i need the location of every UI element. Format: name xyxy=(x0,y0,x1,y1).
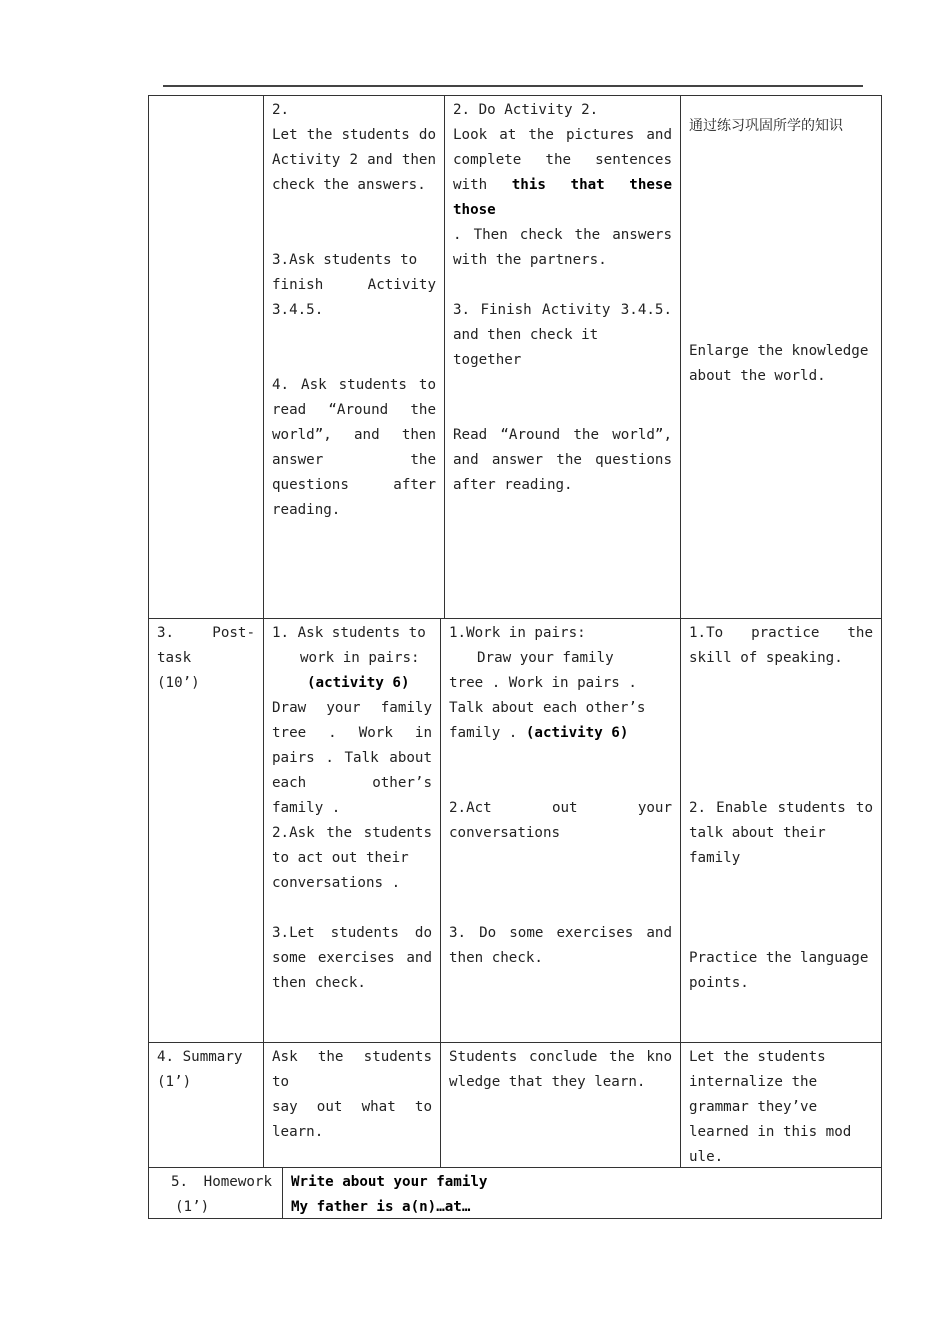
text-line: . Then check the answers xyxy=(453,227,672,243)
text-line: check the answers. xyxy=(272,177,426,193)
student-activity-cell xyxy=(441,1043,680,1095)
bold-activity-label: (activity 6) xyxy=(525,725,629,741)
chinese-purpose-text: 通过练习巩固所学的知识 xyxy=(689,118,843,134)
text-line: and then check it together xyxy=(453,327,599,368)
text-line: and answer the questions xyxy=(453,452,672,468)
step-number: 2. xyxy=(272,102,290,118)
text-line: skill of speaking. xyxy=(689,650,843,666)
text-line: Let the students xyxy=(689,1049,826,1065)
stage-cell xyxy=(149,1043,263,1095)
text-line: to act out their xyxy=(272,850,409,866)
text-line: Let the students do xyxy=(272,127,436,143)
homework-line: My father is a(n)…at… xyxy=(291,1199,471,1215)
text-line: Read “Around the world”, xyxy=(453,427,672,443)
text-line xyxy=(453,173,672,223)
teacher-activity-cell xyxy=(264,96,444,523)
stage-time: (1’) xyxy=(175,1199,210,1215)
teacher-activity-cell xyxy=(264,619,440,996)
text-line: finish Activity xyxy=(272,277,436,293)
text-line: 3. Finish Activity 3.4.5. xyxy=(453,302,672,318)
text-line: grammar they’ve xyxy=(689,1099,818,1115)
text-line: learn. xyxy=(272,1124,324,1140)
text-line: complete the sentences xyxy=(453,152,672,168)
table-border-right xyxy=(881,95,882,1219)
text-line: Look at the pictures and xyxy=(453,127,672,143)
text-line: Draw your family xyxy=(272,700,432,716)
stage-cell xyxy=(149,619,263,696)
text-line: pairs . Talk about xyxy=(272,750,432,766)
text-line: conversations . xyxy=(272,875,401,891)
text-line: talk about their xyxy=(689,825,826,841)
text-segment: family . xyxy=(449,725,518,741)
text-line: Activity 2 and then xyxy=(272,152,436,168)
text-line: 1.To practice the xyxy=(689,625,873,641)
student-activity-cell xyxy=(445,96,680,498)
student-activity-cell xyxy=(441,619,680,971)
text-line: tree . Work in xyxy=(272,725,432,741)
text-line: tree . Work in pairs . xyxy=(449,675,637,691)
text-line: each other’s xyxy=(272,775,432,791)
text-line: Enlarge the knowledge about the world. xyxy=(689,343,869,384)
text-line: reading. xyxy=(272,502,341,518)
text-line xyxy=(449,721,672,746)
purpose-cell xyxy=(681,619,881,996)
homework-cell xyxy=(283,1168,881,1220)
stage-time: (10’) xyxy=(157,675,200,691)
purpose-cell xyxy=(681,96,881,389)
text-segment: with xyxy=(453,177,488,193)
text-line: with the partners. xyxy=(453,252,607,268)
text-line: say out what to xyxy=(272,1099,432,1115)
text-line: family xyxy=(689,850,741,866)
text-line: Ask the students to xyxy=(272,1049,432,1090)
text-line: answer the xyxy=(272,452,436,468)
stage-cell xyxy=(149,1168,282,1220)
stage-label: 5. Homework xyxy=(171,1174,272,1190)
text-line: read “Around the xyxy=(272,402,436,418)
text-line: 3.Let students do xyxy=(272,925,432,941)
text-line: Draw your family xyxy=(477,650,614,666)
text-line: 3.4.5. xyxy=(272,302,324,318)
teacher-activity-cell xyxy=(264,1043,440,1145)
purpose-cell xyxy=(681,1043,881,1170)
text-line: 2. Do Activity 2. xyxy=(453,102,599,118)
text-line: work in pairs: xyxy=(300,650,420,666)
text-line: ule. xyxy=(689,1149,724,1165)
stage-label: task xyxy=(157,650,192,666)
bold-activity-label: (activity 6) xyxy=(307,675,410,691)
text-line: Practice the language xyxy=(689,950,869,966)
text-line: 3. Do some exercises and xyxy=(449,925,672,941)
text-line: internalize the xyxy=(689,1074,818,1090)
text-line: Talk about each other’s xyxy=(449,700,646,716)
text-line: conversations xyxy=(449,825,561,841)
homework-line: Write about your family xyxy=(291,1174,488,1190)
stage-label: 4. Summary xyxy=(157,1049,243,1065)
text-line: wledge that they learn. xyxy=(449,1074,646,1090)
bold-words: this that these those xyxy=(453,177,672,218)
text-line: 1. Ask students to xyxy=(272,625,426,641)
text-line: world”, and then xyxy=(272,427,436,443)
text-line: some exercises and xyxy=(272,950,432,966)
stage-time: (1’) xyxy=(157,1074,192,1090)
text-line: family . xyxy=(272,800,341,816)
text-line: 3.Ask students to xyxy=(272,252,418,268)
header-rule xyxy=(163,85,863,87)
text-line: Students conclude the kno xyxy=(449,1049,672,1065)
text-line: 4. Ask students to xyxy=(272,377,436,393)
text-line: after reading. xyxy=(453,477,573,493)
text-line: points. xyxy=(689,975,749,991)
text-line: 2.Ask the students xyxy=(272,825,432,841)
text-line: then check. xyxy=(272,975,366,991)
text-line: 1.Work in pairs: xyxy=(449,625,586,641)
text-line: then check. xyxy=(449,950,543,966)
text-line: 2. Enable students to xyxy=(689,800,873,816)
stage-label: 3. Post- xyxy=(157,625,255,641)
text-line: 2.Act out your xyxy=(449,800,672,816)
text-line: learned in this mod xyxy=(689,1124,852,1140)
text-line: questions after xyxy=(272,477,436,493)
